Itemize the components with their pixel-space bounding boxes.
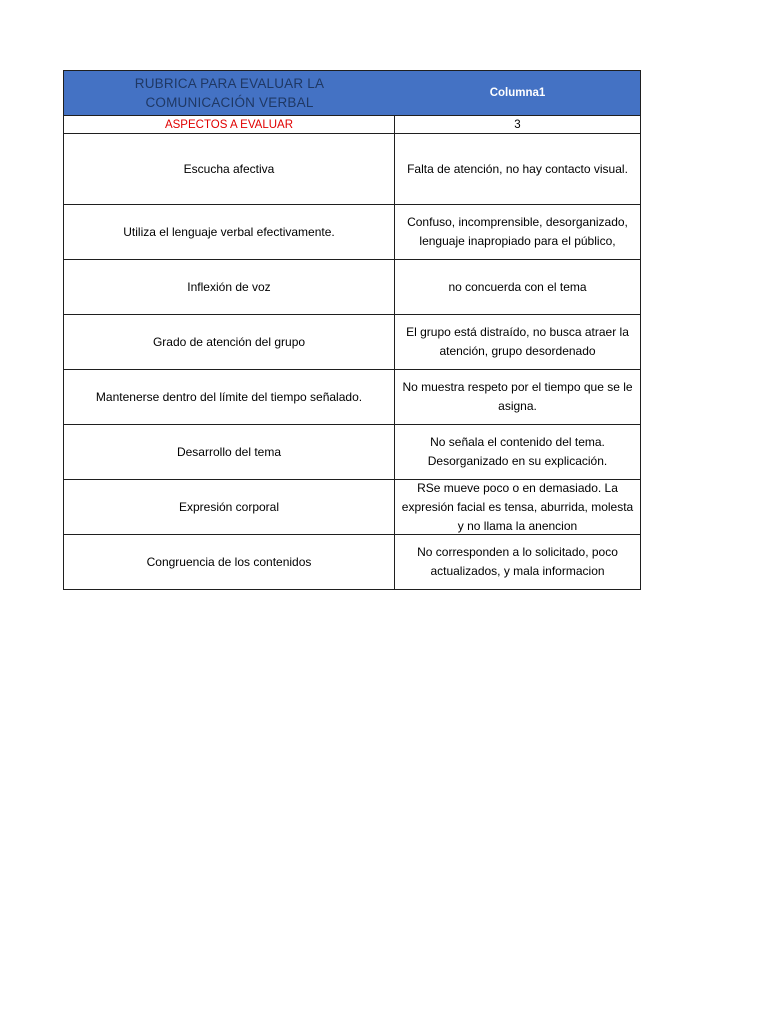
description-cell: RSe mueve poco o en demasiado. La expresión facial es tensa, aburrida, molesta y no llama la anencion	[401, 480, 634, 533]
table-row	[63, 425, 641, 480]
table-row	[63, 134, 641, 205]
description-cell: No muestra respeto por el tiempo que se le asigna.	[402, 380, 633, 413]
table-header	[63, 70, 641, 116]
table-row	[63, 205, 641, 260]
column-header: Columna1	[489, 87, 546, 99]
description-cell: No corresponden a lo solicitado, poco actualizados, y mala informacion	[417, 545, 618, 578]
table-row	[63, 260, 641, 315]
table-row	[63, 480, 641, 535]
aspect-cell: Escucha afectiva	[64, 134, 395, 204]
aspect-cell: Desarrollo del tema	[64, 425, 395, 479]
aspect-cell: Grado de atención del grupo	[64, 315, 395, 369]
aspects-label: ASPECTOS A EVALUAR	[64, 116, 395, 133]
description-cell: Falta de atención, no hay contacto visual.	[407, 161, 628, 176]
description-cell: El grupo está distraído, no busca atraer la atención, grupo desordenado	[406, 325, 629, 358]
aspect-cell: Inflexión de voz	[64, 260, 395, 314]
description-cell: no concuerda con el tema	[448, 279, 587, 294]
aspect-cell: Congruencia de los contenidos	[64, 535, 395, 589]
aspect-cell: Utiliza el lenguaje verbal efectivamente.	[64, 205, 395, 259]
score-label: 3	[514, 118, 521, 131]
aspect-cell: Mantenerse dentro del límite del tiempo señalado.	[64, 370, 395, 424]
rubric-table	[63, 70, 641, 590]
description-cell: Confuso, incomprensible, desorganizado, lenguaje inapropiado para el público,	[407, 215, 628, 248]
description-cell: No señala el contenido del tema. Desorganizado en su explicación.	[427, 435, 608, 468]
aspect-cell: Expresión corporal	[64, 480, 395, 534]
subheader-row	[63, 116, 641, 134]
table-row	[63, 370, 641, 425]
table-row	[63, 535, 641, 590]
table-row	[63, 315, 641, 370]
table-title: RUBRICA PARA EVALUAR LA COMUNICACIÓN VERBAL	[134, 76, 325, 110]
